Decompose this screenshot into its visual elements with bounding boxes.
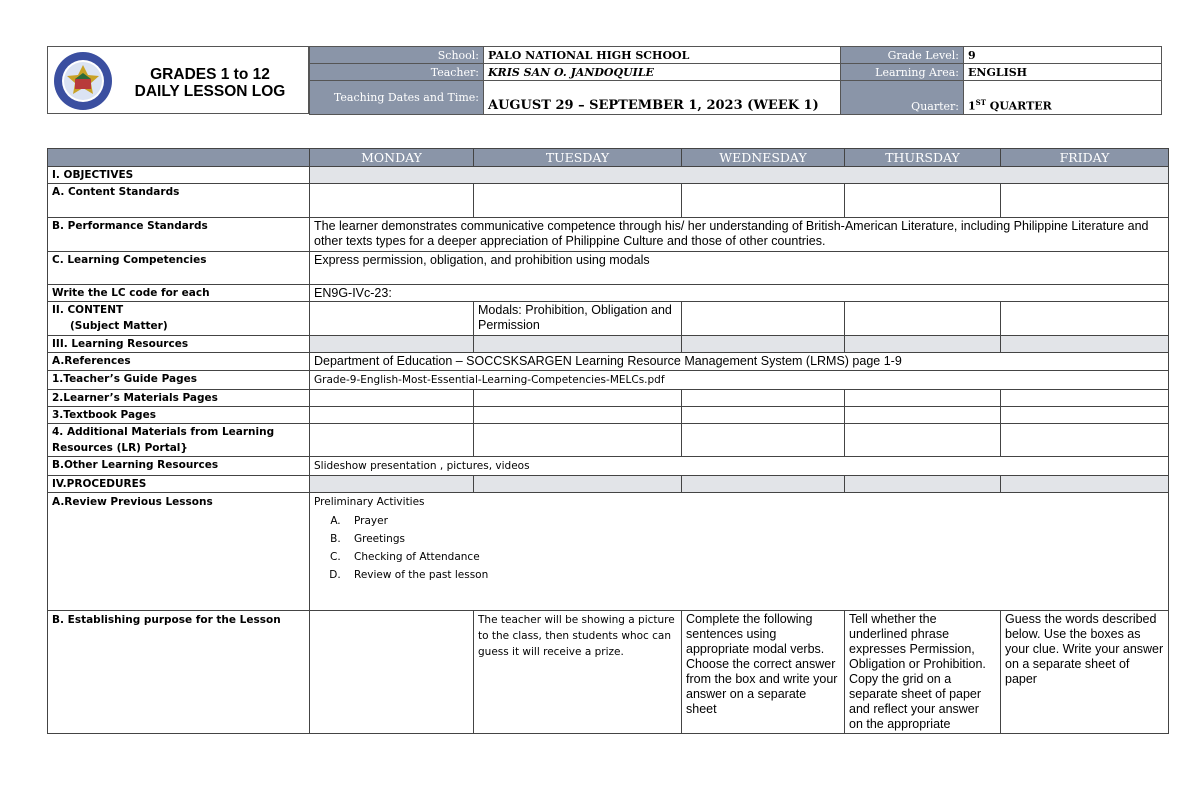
additional-fri: [1001, 424, 1169, 457]
lc-code-row: [48, 285, 1169, 302]
purpose-label: B. Establishing purpose for the Lesson: [48, 611, 310, 734]
content-label: [48, 302, 310, 336]
textbook-mon: [310, 407, 474, 424]
additional-mon: [310, 424, 474, 457]
prelim-item: D. Review of the past lesson: [344, 566, 1164, 584]
content-standards-mon: [310, 184, 474, 218]
resources-tue: [474, 336, 682, 353]
competencies-row: [48, 252, 1169, 285]
quarter-number: 1: [968, 100, 976, 113]
day-wednesday: WEDNESDAY: [682, 149, 845, 167]
content-row: [48, 302, 1169, 336]
teaching-dates-value: AUGUST 29 – SEPTEMBER 1, 2023 (WEEK 1): [484, 81, 841, 115]
performance-standards-row: [48, 218, 1169, 252]
lm-pages-mon: [310, 390, 474, 407]
lm-pages-thu: [845, 390, 1001, 407]
content-standards-fri: [1001, 184, 1169, 218]
deped-seal-icon: [53, 51, 113, 111]
procedures-row: [48, 476, 1169, 493]
objectives-cell: [310, 167, 1169, 184]
review-row: [48, 493, 1169, 611]
additional-materials-label: 4. Additional Materials from Learning Resources (LR) Portal}: [48, 424, 310, 457]
resources-mon: [310, 336, 474, 353]
performance-standards-text: The learner demonstrates communicative competence through his/ her understanding of British-American Literature, including Philippine Literature and other texts types for a deeper appreciation of Philippine Culture and those of other countries.: [310, 218, 1169, 252]
day-monday: MONDAY: [310, 149, 474, 167]
teaching-dates-label: Teaching Dates and Time:: [310, 81, 484, 115]
purpose-fri: Guess the words described below. Use the boxes as your clue. Write your answer on a separate sheet of paper: [1001, 611, 1169, 734]
content-label-line1: II. CONTENT: [52, 304, 124, 316]
prelim-item: A. Prayer: [344, 512, 1164, 530]
resources-row: [48, 336, 1169, 353]
resources-thu: [845, 336, 1001, 353]
title-line-1: GRADES 1 to 12: [150, 66, 270, 83]
lm-pages-tue: [474, 390, 682, 407]
title-line-2: DAILY LESSON LOG: [134, 83, 286, 100]
resources-label: III. Learning Resources: [48, 336, 310, 353]
lc-code-label: Write the LC code for each: [48, 285, 310, 302]
lc-code-text: EN9G-IVc-23:: [310, 285, 1169, 302]
lm-pages-fri: [1001, 390, 1169, 407]
content-mon: [310, 302, 474, 336]
procedures-mon: [310, 476, 474, 493]
objectives-row: [48, 167, 1169, 184]
lm-pages-wed: [682, 390, 845, 407]
day-thursday: THURSDAY: [845, 149, 1001, 167]
page-title: [110, 66, 310, 100]
day-header-row: [48, 149, 1169, 167]
performance-standards-label: B. Performance Standards: [48, 218, 310, 252]
additional-tue: [474, 424, 682, 457]
competencies-label: C. Learning Competencies: [48, 252, 310, 285]
learning-area-label: Learning Area:: [841, 64, 964, 81]
references-label: A.References: [48, 353, 310, 371]
prelim-list: [314, 512, 1164, 584]
references-text: Department of Education – SOCCSKSARGEN Learning Resource Management System (LRMS) page 1-9: [310, 353, 1169, 371]
tg-pages-row: [48, 371, 1169, 390]
textbook-fri: [1001, 407, 1169, 424]
resources-wed: [682, 336, 845, 353]
purpose-wed: Complete the following sentences using appropriate modal verbs. Choose the correct answer from the box and write your answer on a separate sheet: [682, 611, 845, 734]
procedures-label: IV.PROCEDURES: [48, 476, 310, 493]
purpose-thu: Tell whether the underlined phrase expresses Permission, Obligation or Prohibition. Copy the grid on a separate sheet of paper and reflect your answer on the appropriate: [845, 611, 1001, 734]
purpose-tue: The teacher will be showing a picture to the class, then students whoc can guess it will receive a prize.: [474, 611, 682, 734]
purpose-mon: [310, 611, 474, 734]
objectives-label: I. OBJECTIVES: [48, 167, 310, 184]
review-cell: [310, 493, 1169, 611]
content-tue: Modals: Prohibition, Obligation and Permission: [474, 302, 682, 336]
additional-thu: [845, 424, 1001, 457]
content-fri: [1001, 302, 1169, 336]
procedures-fri: [1001, 476, 1169, 493]
subject-matter-label: (Subject Matter): [70, 320, 168, 332]
lm-pages-row: [48, 390, 1169, 407]
prelim-item: B. Greetings: [344, 530, 1164, 548]
procedures-tue: [474, 476, 682, 493]
header-info-table: [309, 46, 1162, 115]
other-resources-row: [48, 457, 1169, 476]
procedures-thu: [845, 476, 1001, 493]
grade-level-value: 9: [964, 47, 1162, 64]
textbook-wed: [682, 407, 845, 424]
references-row: [48, 353, 1169, 371]
lesson-log-table: [47, 148, 1169, 734]
review-label: A.Review Previous Lessons: [48, 493, 310, 611]
content-thu: [845, 302, 1001, 336]
textbook-tue: [474, 407, 682, 424]
additional-wed: [682, 424, 845, 457]
teacher-value: KRIS SAN O. JANDOQUILE: [484, 64, 841, 81]
quarter-suffix: ST: [975, 98, 986, 108]
textbook-thu: [845, 407, 1001, 424]
day-header-blank: [48, 149, 310, 167]
purpose-row: [48, 611, 1169, 734]
resources-fri: [1001, 336, 1169, 353]
tg-pages-text: Grade-9-English-Most-Essential-Learning-Competencies-MELCs.pdf: [310, 371, 1169, 390]
learning-area-value: ENGLISH: [964, 64, 1162, 81]
header-title-block: [47, 46, 309, 114]
prelim-title: Preliminary Activities: [314, 496, 425, 508]
content-standards-tue: [474, 184, 682, 218]
teacher-label: Teacher:: [310, 64, 484, 81]
school-label: School:: [310, 47, 484, 64]
day-tuesday: TUESDAY: [474, 149, 682, 167]
textbook-pages-row: [48, 407, 1169, 424]
procedures-wed: [682, 476, 845, 493]
grade-level-label: Grade Level:: [841, 47, 964, 64]
prelim-item: C. Checking of Attendance: [344, 548, 1164, 566]
tg-pages-label: 1.Teacher’s Guide Pages: [48, 371, 310, 390]
day-friday: FRIDAY: [1001, 149, 1169, 167]
additional-materials-row: [48, 424, 1169, 457]
quarter-word: QUARTER: [985, 100, 1052, 113]
content-standards-thu: [845, 184, 1001, 218]
competencies-text: Express permission, obligation, and prohibition using modals: [310, 252, 1169, 285]
other-resources-text: Slideshow presentation , pictures, videos: [310, 457, 1169, 476]
lm-pages-label: 2.Learner’s Materials Pages: [48, 390, 310, 407]
content-standards-wed: [682, 184, 845, 218]
content-wed: [682, 302, 845, 336]
quarter-label: Quarter:: [841, 81, 964, 115]
quarter-value: [964, 81, 1162, 115]
textbook-pages-label: 3.Textbook Pages: [48, 407, 310, 424]
other-resources-label: B.Other Learning Resources: [48, 457, 310, 476]
content-standards-label: A. Content Standards: [48, 184, 310, 218]
content-standards-row: [48, 184, 1169, 218]
school-value: PALO NATIONAL HIGH SCHOOL: [484, 47, 841, 64]
